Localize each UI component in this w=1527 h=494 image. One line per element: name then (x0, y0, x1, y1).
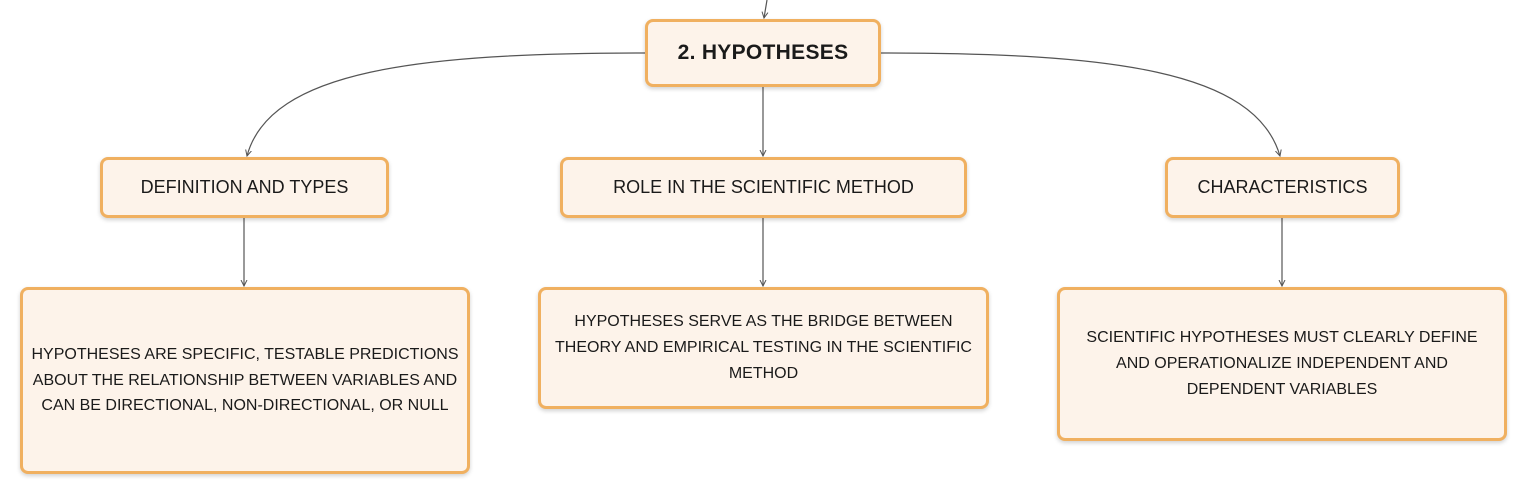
connector-incoming (764, 0, 767, 18)
branch-node-definition-and-types[interactable] (100, 157, 389, 218)
detail-node-text: HYPOTHESES SERVE AS THE BRIDGE BETWEEN THEORY AND EMPIRICAL TESTING IN THE SCIENTIFIC METHOD (555, 313, 972, 382)
connector-root-to-definition (247, 53, 645, 156)
branch-node-characteristics[interactable] (1165, 157, 1400, 218)
detail-node-text: SCIENTIFIC HYPOTHESES MUST CLEARLY DEFINE AND OPERATIONALIZE INDEPENDENT AND DEPENDENT VARIABLES (1086, 329, 1478, 398)
branch-node-label: ROLE IN THE SCIENTIFIC METHOD (613, 177, 914, 197)
branch-node-role-in-scientific-method[interactable] (560, 157, 967, 218)
detail-node-characteristics[interactable] (1057, 287, 1507, 441)
branch-node-label: CHARACTERISTICS (1197, 177, 1368, 197)
detail-node-text: HYPOTHESES ARE SPECIFIC, TESTABLE PREDICTIONS ABOUT THE RELATIONSHIP BETWEEN VARIABLES AND CAN BE DIRECTIONAL, NON-DIRECTIONAL, OR NULL (31, 345, 459, 415)
root-node-label: 2. HYPOTHESES (677, 41, 849, 64)
detail-node-role-in-scientific-method[interactable] (538, 287, 989, 409)
connector-root-to-characteristics (881, 53, 1280, 156)
detail-node-definition-and-types[interactable] (20, 287, 470, 474)
root-node-hypotheses[interactable] (645, 19, 881, 87)
branch-node-label: DEFINITION AND TYPES (140, 177, 349, 197)
